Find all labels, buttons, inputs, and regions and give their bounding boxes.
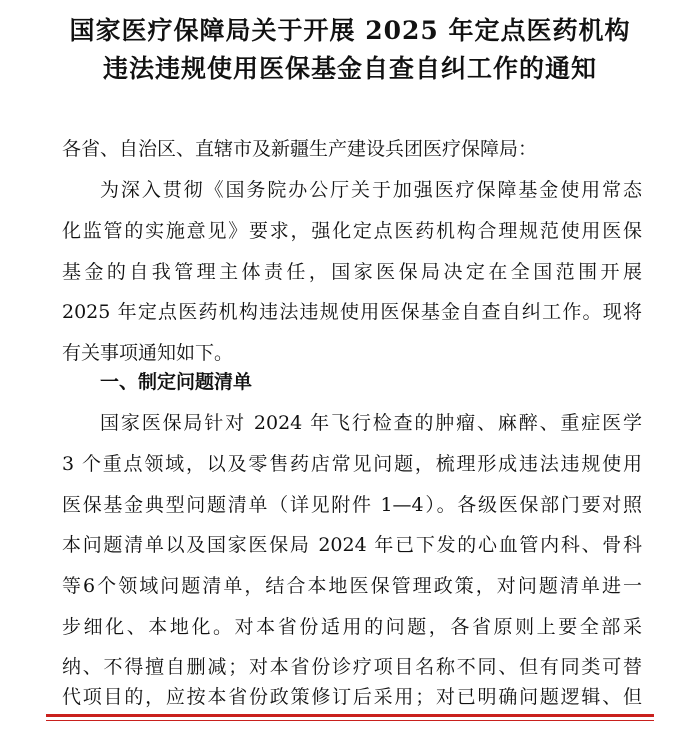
paragraph1-line-3: 基金的自我管理主体责任，国家医保局决定在全国范围开展 (62, 261, 642, 283)
title-line-1: 国家医疗保障局关于开展 2025 年定点医药机构 (69, 16, 631, 45)
paragraph2-line-8: 代项目的，应按本省份政策修订后采用；对已明确问题逻辑、但 (62, 686, 642, 708)
paragraph1-line-2: 化监管的实施意见》要求，强化定点医药机构合理规范使用医保 (62, 220, 642, 242)
footer-rule-thick (46, 714, 654, 717)
title-line-2: 违法违规使用医保基金自查自纠工作的通知 (102, 54, 597, 83)
paragraph2-line-7: 纳、不得擅自删减；对本省份诊疗项目名称不同、但有同类可替 (62, 656, 642, 678)
section-heading: 一、制定问题清单 (100, 371, 253, 393)
salutation: 各省、自治区、直辖市及新疆生产建设兵团医疗保障局： (62, 138, 538, 160)
footer-rule-thin (46, 720, 654, 721)
paragraph1-line-4: 2025 年定点医药机构违法违规使用医保基金自查自纠工作。现将 (62, 301, 642, 323)
paragraph2-line-3: 医保基金典型问题清单（详见附件 1—4）。各级医保部门要对照 (62, 494, 642, 516)
paragraph1-line-1: 为深入贯彻《国务院办公厅关于加强医疗保障基金使用常态 (100, 179, 642, 201)
paragraph2-line-4: 本问题清单以及国家医保局 2024 年已下发的心血管内科、骨科 (62, 534, 642, 556)
paragraph2-line-1: 国家医保局针对 2024 年飞行检查的肿瘤、麻醉、重症医学 (100, 412, 642, 434)
paragraph2-line-5: 等6个领域问题清单，结合本地医保管理政策，对问题清单进一 (62, 575, 642, 597)
paragraph2-line-6: 步细化、本地化。对本省份适用的问题，各省原则上要全部采 (62, 616, 642, 638)
paragraph2-line-2: 3 个重点领域，以及零售药店常见问题，梳理形成违法违规使用 (62, 453, 642, 475)
paragraph1-line-5: 有关事项通知如下。 (62, 342, 234, 364)
